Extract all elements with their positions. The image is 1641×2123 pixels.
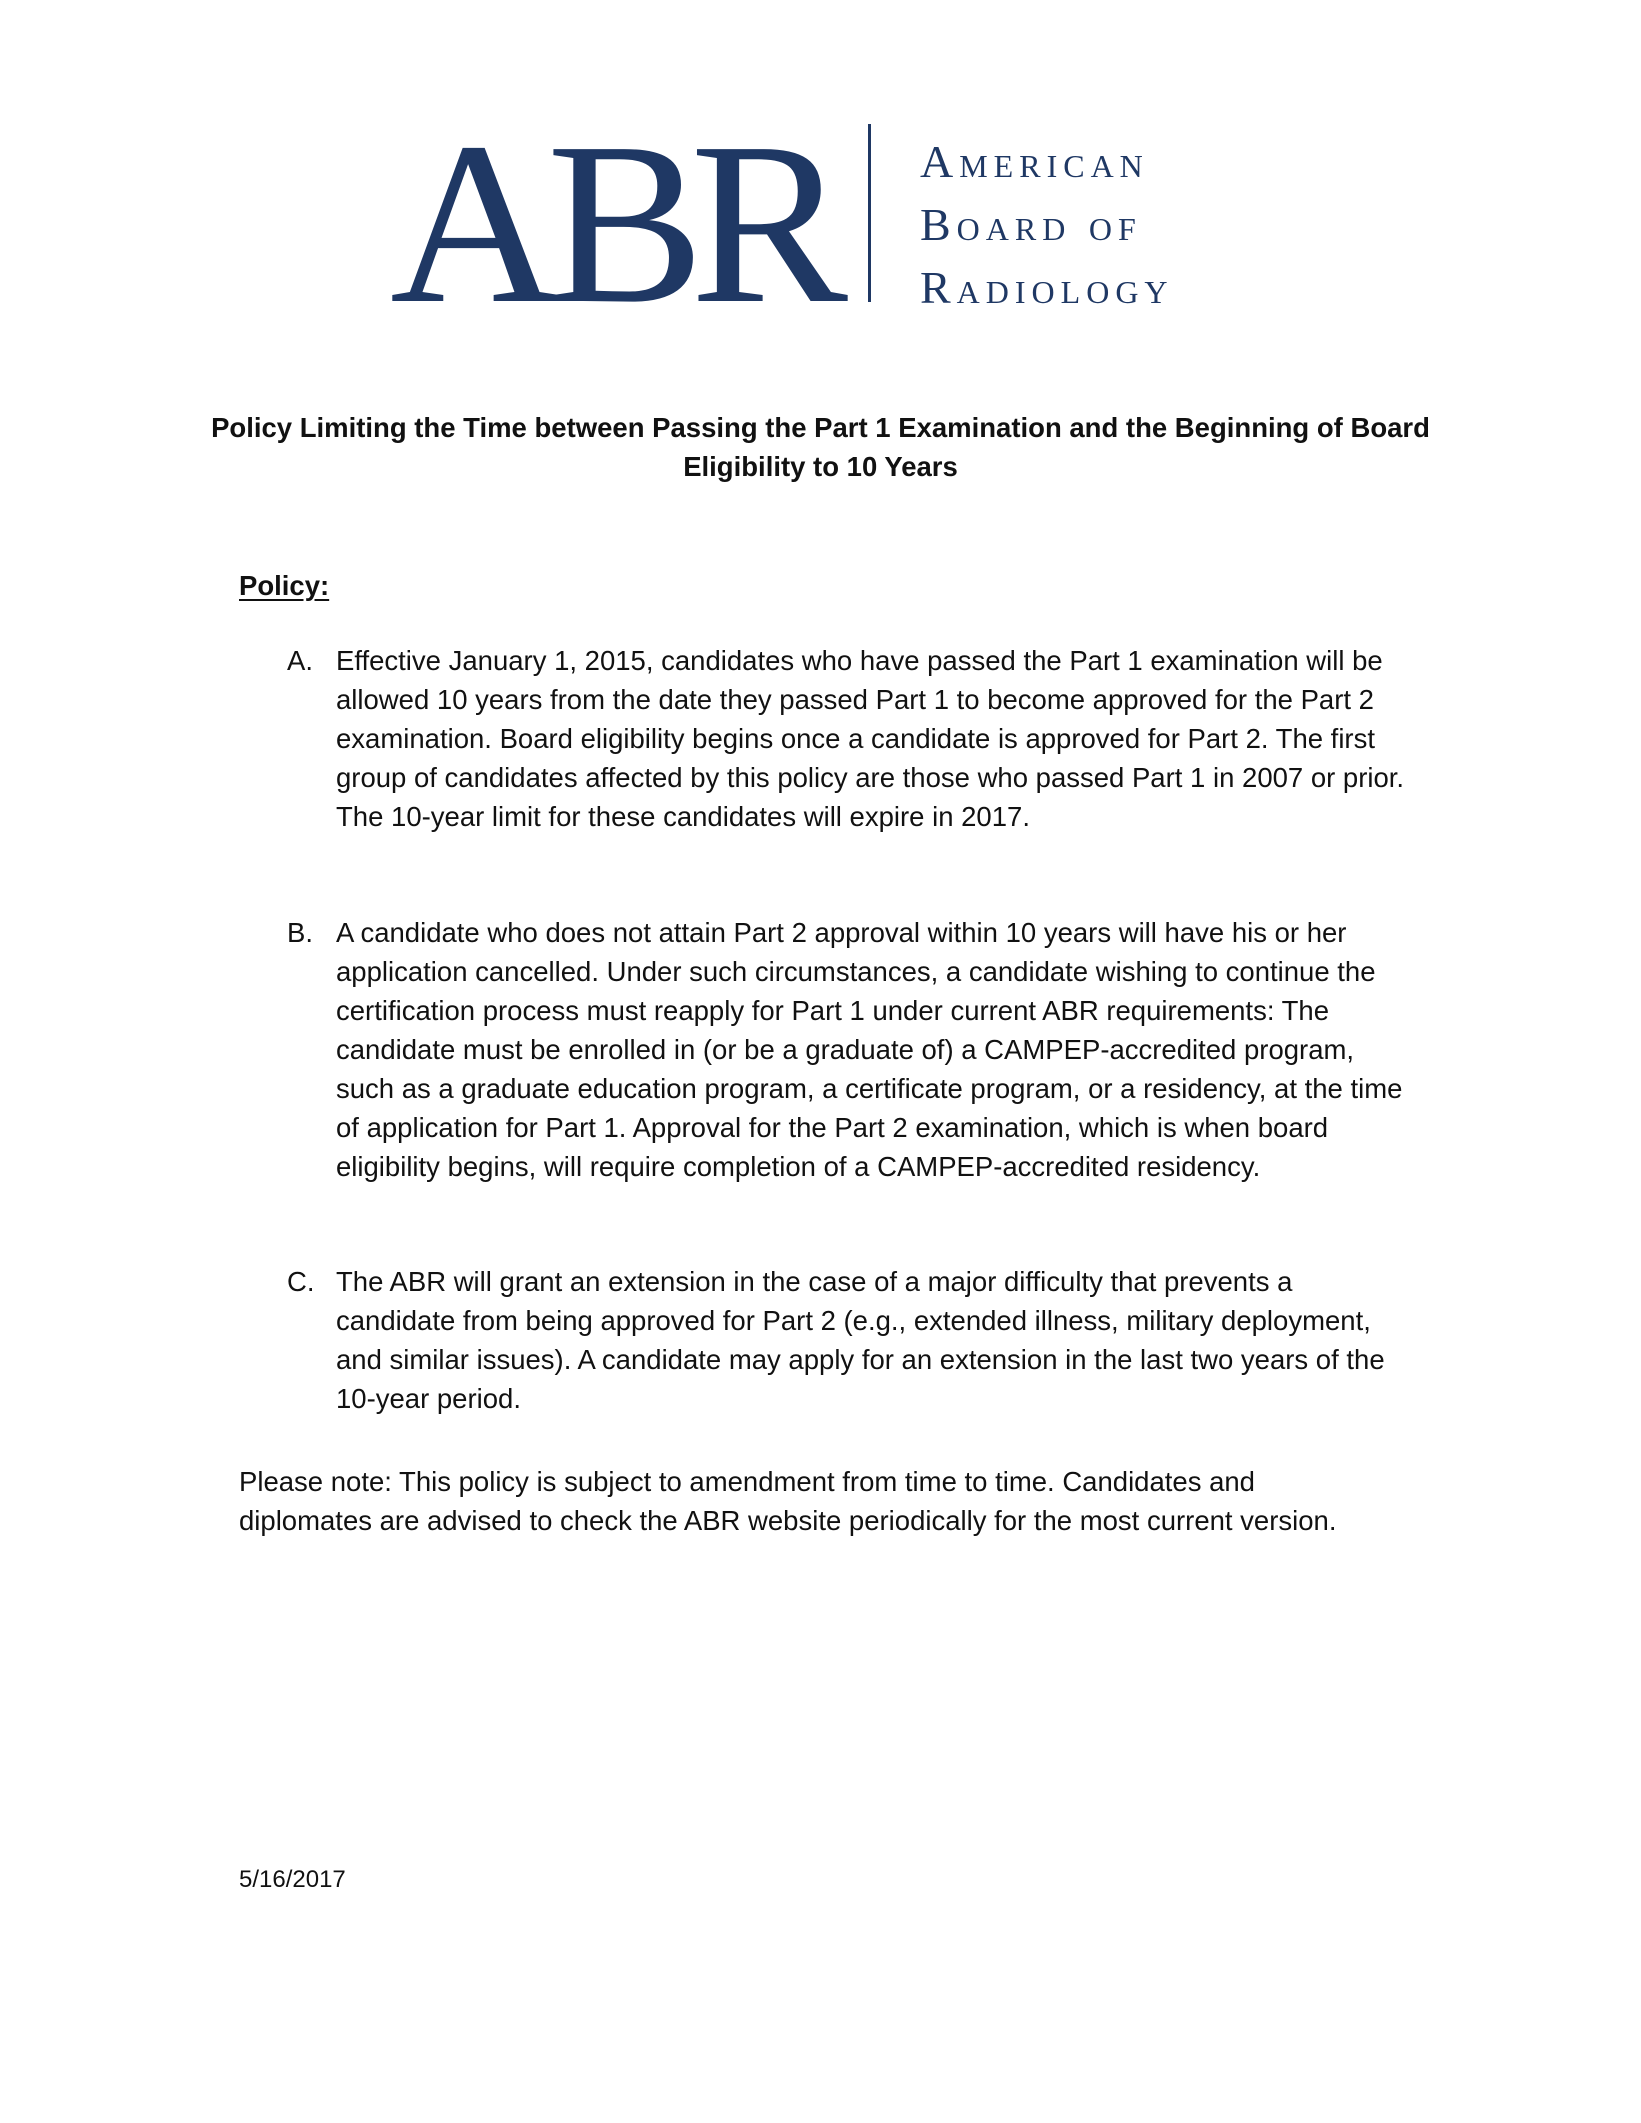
policy-item-a [287, 641, 1407, 836]
policy-item-c [287, 1262, 1407, 1418]
policy-note: Please note: This policy is subject to amendment from time to time. Candidates and diplomates are advised to check the ABR website periodically for the most current version. [239, 1466, 1337, 1536]
item-text: A candidate who does not attain Part 2 approval within 10 years will have his or her application cancelled. Under such circumstances, a candidate wishing to continue the certification process must reapply for Part 1 under current ABR requirements: The candidate must be enrolled in (or be a graduate of) a CAMPEP-accredited program, such as a graduate education program, a certificate program, or a residency, at the time of application for Part 1. Approval for the Part 2 examination, which is when board eligibility begins, will require completion of a CAMPEP-accredited residency. [336, 917, 1403, 1182]
item-text: The ABR will grant an extension in the case of a major difficulty that prevents a candidate from being approved for Part 2 (e.g., extended illness, military deployment, and similar issues). A candidate may apply for an extension in the last two years of the 10-year period. [336, 1266, 1385, 1414]
document-title: Policy Limiting the Time between Passing the Part 1 Examination and the Beginning of Board Eligibility to 10 Years [211, 412, 1430, 482]
item-text: Effective January 1, 2015, candidates who have passed the Part 1 examination will be allowed 10 years from the date they passed Part 1 to become approved for the Part 2 examination. Board eligibility begins once a candidate is approved for Part 2. The first group of candidates affected by this policy are those who passed Part 1 in 2007 or prior. The 10-year limit for these candidates will expire in 2017. [336, 645, 1405, 832]
policy-item-b [287, 913, 1407, 1186]
logo-word-1: American [920, 136, 1149, 187]
item-marker: A. [287, 645, 313, 676]
logo-divider [868, 124, 871, 302]
logo-mark: ABR [390, 95, 834, 352]
logo-word-2: Board of [920, 199, 1142, 250]
logo-word-3: Radiology [920, 262, 1174, 313]
item-marker: B. [287, 917, 313, 948]
item-marker: C. [287, 1266, 315, 1297]
section-heading: Policy: [239, 570, 330, 601]
logo-wordmark [920, 130, 1174, 319]
document-date: 5/16/2017 [239, 1866, 346, 1893]
abr-logo [390, 95, 1250, 352]
